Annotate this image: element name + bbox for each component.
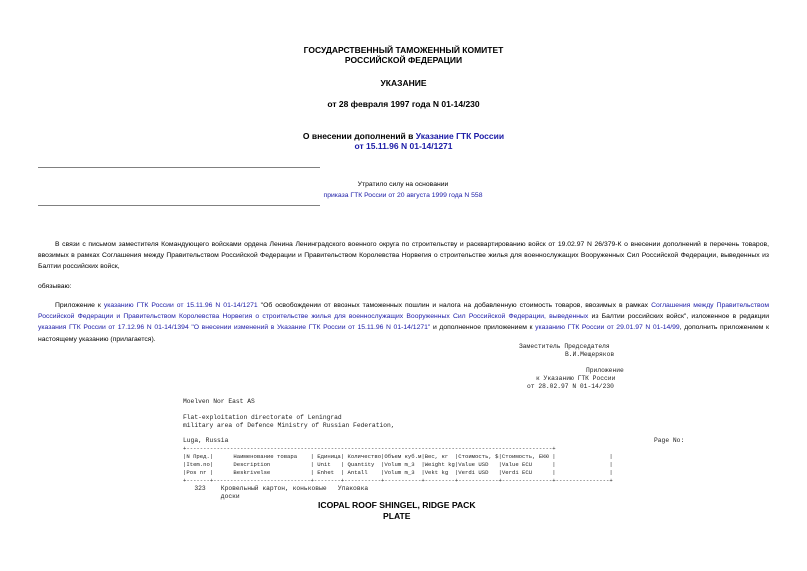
item-description-en: ICOPAL ROOF SHINGEL, RIDGE PACK (318, 500, 476, 510)
subject-prefix: О внесении дополнений в (302, 131, 416, 141)
company-name: Moelven Nor East AS (183, 398, 255, 405)
table-row-cont: доски (183, 493, 240, 500)
org-name-line2: РОССИЙСКОЙ ФЕДЕРАЦИИ (344, 55, 463, 65)
signature-name: В.И.Мещеряков (565, 351, 615, 358)
p2-text-f: , дополнить приложением к настоящему указанию (прилагается). (38, 324, 769, 343)
paragraph-intro: В связи с письмом заместителя Командующего войсками ордена Ленина Ленинградского военного округа по строительству и расквартированию войск от 19.02.97 N 26/379-К о внесении дополнений в перечень товаров, ввозимых в рамках Соглашения между Правительством Российской Федерации и Правительством Королевства Норвегия о строительстве жилья для военнослужащих Вооруженных Сил Российской Федерации, выведенных из Балтии российских войск, (38, 241, 769, 271)
link-order-99[interactable]: указанию ГТК России от 29.01.97 N 01-14/99 (535, 324, 680, 332)
appendix-date: от 28.02.97 N 01-14/230 (527, 383, 614, 390)
basis-link[interactable]: приказа ГТК России от 20 августа 1999 года N 558 (323, 192, 483, 199)
appendix-title: Приложение (586, 367, 624, 374)
signature-title: Заместитель Председателя (519, 343, 610, 350)
address-line2: military area of Defence Ministry of Russian Federation, (183, 422, 395, 429)
link-agreement[interactable]: Соглашения между Правительством Российской Федерации и Правительством Королевства Норвегия о строительстве жилья для военнослужащих Вооруженных Сил Российской Федерации, выведенных (38, 302, 770, 321)
doc-date: от 28 февраля 1997 года N 01-14/230 (327, 99, 480, 109)
p2-text-b: "Об освобождении от ввозных таможенных пошлин и налога на добавленную стоимость товаров, ввозимых в рамках (257, 302, 652, 309)
doc-subject (0, 131, 807, 141)
subject-link[interactable]: Указание ГТК России (415, 131, 505, 141)
link-order-title[interactable]: "О внесении изменений в Указание ГТК России от 15.11.96 N 01-14/1271" (188, 324, 431, 332)
divider-top (38, 167, 320, 168)
appendix-ref: к Указанию ГТК России (536, 375, 616, 382)
org-name-line1: ГОСУДАРСТВЕННЫЙ ТАМОЖЕННЫЙ КОМИТЕТ (303, 45, 504, 55)
subject-link-cont[interactable]: от 15.11.96 N 01-14/1271 (354, 141, 453, 151)
table-header-en: |Item.no| Description | Unit | Quantity |Volum m_3 |Weight kg|Value USD |Value ECU | | (183, 461, 613, 468)
city: Luga, Russia (183, 437, 229, 444)
table-border-mid: +-------+-----------------------------+--------+-----------+-----------+---------+------------+---------------+----------------+ (183, 477, 613, 484)
p2-text-a: Приложение к (55, 302, 104, 309)
lost-force-text: Утратило силу на основании (357, 181, 449, 188)
link-order-1394[interactable]: указания ГТК России от 17.12.96 N 01-14/1394 (38, 324, 189, 332)
paragraph-main (38, 300, 769, 345)
obliges-text: обязываю: (38, 283, 72, 290)
table-header-ru: |N Пред.| Наименование товара | Единица| Количество|Объем куб.м|Вес, кг |Стоимость, $|Стоимость, ЕКЮ | | (183, 453, 613, 460)
link-order-1271[interactable]: указанию ГТК России от 15.11.96 N 01-14/1271 (103, 302, 258, 309)
doc-type: УКАЗАНИЕ (380, 78, 427, 88)
table-border-top: +-------------------------------------------------------------------------------------------------------------+ (183, 445, 556, 452)
p2-text-c: из Балтии российских войск", изложенное в редакции (588, 313, 769, 321)
table-row: 323 Кровельный картон, коньковые Упаковка (183, 485, 369, 492)
p2-text-e: и дополненное приложением к (430, 324, 536, 332)
divider-bottom (38, 205, 320, 206)
address-line1: Flat-exploitation directorate of Leningrad (183, 414, 342, 421)
item-description-en-cont: PLATE (383, 511, 411, 521)
page-number-label: Page No: (654, 437, 685, 444)
table-header-no: |Pos nr | Beskrivelse | Enhet | Antall |Volum m_3 |Vekt kg |Verdi USD |Verdi ECU | | (183, 469, 613, 476)
